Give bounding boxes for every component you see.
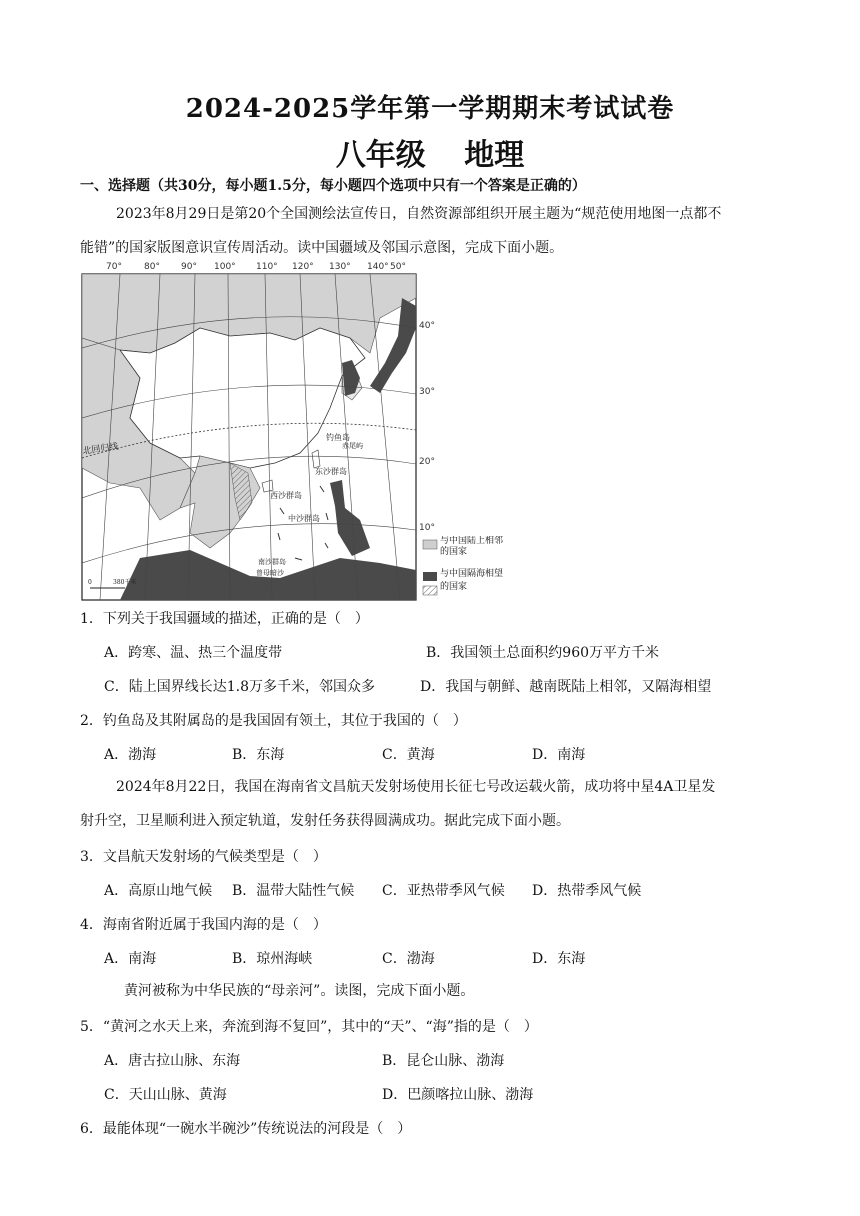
q2-option-c[interactable]: C．黄海 bbox=[382, 747, 435, 763]
q1-option-a[interactable]: A．跨寒、温、热三个温度带 bbox=[104, 645, 283, 661]
intro3-line1: 黄河被称为中华民族的“母亲河”。读图，完成下面小题。 bbox=[124, 983, 475, 999]
q4-option-d[interactable]: D．东海 bbox=[532, 951, 586, 967]
place-label: 东沙群岛 bbox=[315, 467, 347, 476]
subject-label: 地理 bbox=[464, 138, 525, 173]
lon-label: 80° bbox=[144, 262, 160, 272]
question-4: 4．海南省附近属于我国内海的是（ ） bbox=[80, 917, 327, 933]
question-5: 5．“黄河之水天上来，奔流到海不复回”，其中的“天”、“海”指的是（ ） bbox=[80, 1019, 538, 1035]
q4-option-a[interactable]: A．南海 bbox=[104, 951, 157, 967]
q1-option-d[interactable]: D．我国与朝鲜、越南既陆上相邻，又隔海相望 bbox=[420, 679, 712, 695]
question-1: 1．下列关于我国疆域的描述，正确的是（ ） bbox=[80, 611, 369, 627]
intro2-line1: 2024年8月22日，我国在海南省文昌航天发射场使用长征七号改运载火箭，成功将中星4A卫星发 bbox=[116, 779, 716, 795]
place-label: 曾母暗沙 bbox=[256, 569, 284, 577]
q3-option-c[interactable]: C．亚热带季风气候 bbox=[382, 883, 505, 899]
scale-zero: 0 bbox=[88, 579, 92, 586]
q2-option-b[interactable]: B．东海 bbox=[232, 747, 285, 763]
q3-option-a[interactable]: A．高原山地气候 bbox=[104, 883, 213, 899]
lat-label: 40° bbox=[419, 321, 435, 331]
intro1-line2: 能错”的国家版图意识宣传周活动。读中国疆域及邻国示意图，完成下面小题。 bbox=[80, 240, 564, 256]
exam-title: 2024-2025学年第一学期期末考试试卷 bbox=[185, 94, 675, 124]
q3-option-b[interactable]: B．温带大陆性气候 bbox=[232, 883, 355, 899]
q4-option-b[interactable]: B．琼州海峡 bbox=[232, 951, 313, 967]
lon-label: 130° bbox=[329, 262, 351, 272]
q2-option-a[interactable]: A．渤海 bbox=[104, 747, 157, 763]
lat-label: 30° bbox=[419, 387, 435, 397]
china-territory-map bbox=[80, 258, 504, 604]
lon-label: 90° bbox=[181, 262, 197, 272]
lon-label: 140° bbox=[367, 262, 389, 272]
lon-label: 70° bbox=[106, 262, 122, 272]
tropic-label: 北回归线 bbox=[82, 442, 120, 457]
q5-option-d[interactable]: D．巴颜喀拉山脉、渤海 bbox=[382, 1087, 534, 1103]
intro2-line2: 射升空，卫星顺利进入预定轨道，发射任务获得圆满成功。据此完成下面小题。 bbox=[80, 813, 570, 829]
q5-option-b[interactable]: B．昆仑山脉、渤海 bbox=[382, 1053, 505, 1069]
legend-sea-label: 与中国隔海相望的国家 bbox=[440, 569, 504, 592]
lat-label: 20° bbox=[419, 457, 435, 467]
q5-option-c[interactable]: C．天山山脉、黄海 bbox=[104, 1087, 227, 1103]
lon-label: 100° bbox=[214, 262, 236, 272]
legend-swatch-hatch bbox=[423, 586, 437, 595]
q1-option-c[interactable]: C．陆上国界线长达1.8万多千米，邻国众多 bbox=[104, 679, 375, 695]
question-2: 2．钓鱼岛及其附属岛的是我国固有领土，其位于我国的（ ） bbox=[80, 713, 467, 729]
grade-label: 八年级 bbox=[335, 138, 426, 173]
place-label: 南沙群岛 bbox=[258, 558, 286, 566]
exam-subtitle bbox=[0, 130, 860, 174]
question-6: 6．最能体现“一碗水半碗沙”传统说法的河段是（ ） bbox=[80, 1121, 412, 1137]
q3-option-d[interactable]: D．热带季风气候 bbox=[532, 883, 642, 899]
section-heading: 一、选择题（共30分，每小题1.5分，每小题四个选项中只有一个答案是正确的） bbox=[80, 178, 586, 194]
q4-option-c[interactable]: C．渤海 bbox=[382, 951, 435, 967]
q2-option-d[interactable]: D．南海 bbox=[532, 747, 586, 763]
lon-label: 50° bbox=[390, 262, 406, 272]
q5-option-a[interactable]: A．唐古拉山脉、东海 bbox=[104, 1053, 241, 1069]
place-label: 中沙群岛 bbox=[288, 514, 320, 523]
legend-land-label: 与中国陆上相邻的国家 bbox=[440, 536, 504, 557]
lat-label: 10° bbox=[419, 523, 435, 533]
place-label: 钓鱼岛 bbox=[326, 433, 350, 442]
question-3: 3．文昌航天发射场的气候类型是（ ） bbox=[80, 849, 327, 865]
place-label: 西沙群岛 bbox=[270, 491, 302, 500]
legend-swatch-sea bbox=[423, 572, 437, 581]
legend-swatch-land bbox=[423, 540, 437, 549]
q1-option-b[interactable]: B．我国领土总面积约960万平方千米 bbox=[426, 645, 660, 661]
lon-label: 110° bbox=[256, 262, 278, 272]
lon-label: 120° bbox=[292, 262, 314, 272]
scale-label: 380千米 bbox=[113, 579, 137, 586]
intro1-line1: 2023年8月29日是第20个全国测绘法宣传日，自然资源部组织开展主题为“规范使用地图一点都不 bbox=[116, 206, 722, 222]
place-label: 赤尾屿 bbox=[342, 442, 363, 450]
